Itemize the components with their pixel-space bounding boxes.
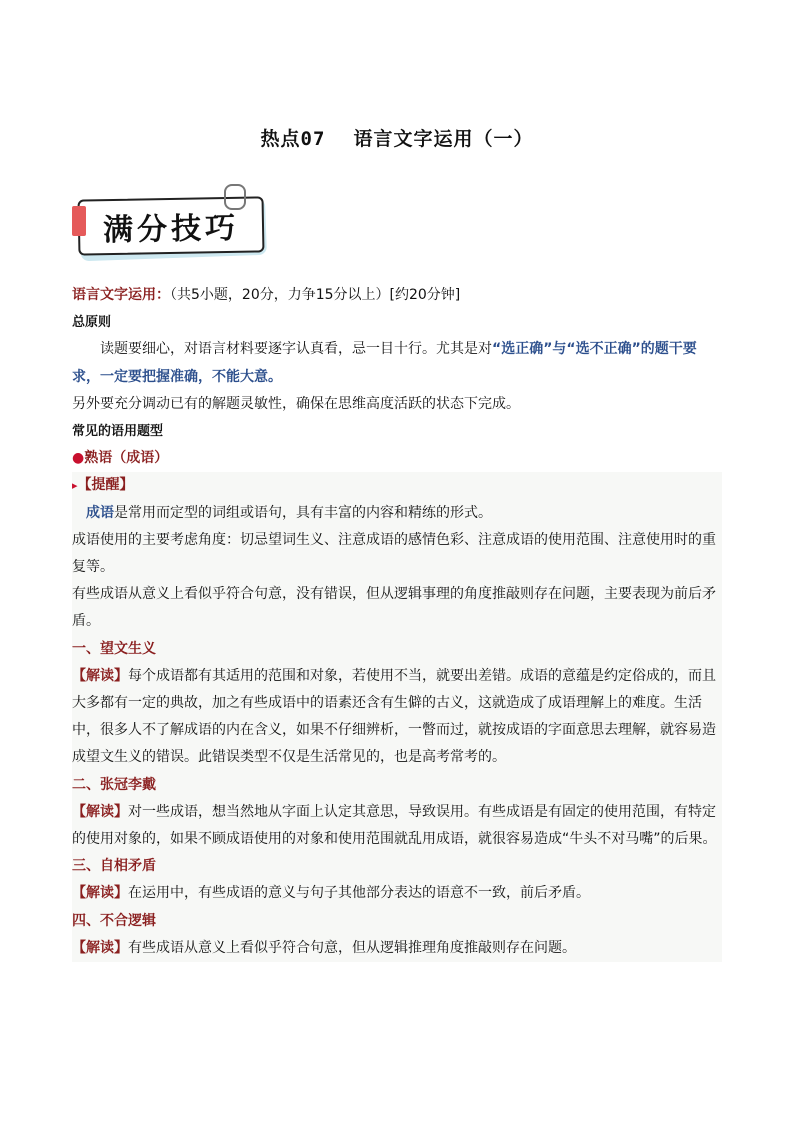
paperclip-icon (224, 184, 246, 210)
intro-line (72, 282, 722, 309)
page-title (0, 124, 794, 151)
idiom-logic: 有些成语从意义上看似乎符合句意，没有错误，但从逻辑事理的角度推敲则存在问题，主要表现为前后矛盾。 (72, 586, 716, 630)
section-body-4 (72, 935, 722, 962)
idiom-section (72, 472, 722, 962)
idiom-definition (72, 500, 722, 527)
section-prefix: 二、 (72, 776, 100, 793)
bullet-dot-icon: ● (72, 450, 85, 467)
idiom-heading (72, 445, 722, 472)
definition-text: 是常用而定型的词组或语句，具有丰富的内容和精练的形式。 (114, 504, 492, 521)
badge-flag-icon (72, 206, 86, 236)
section-label: 【解读】 (72, 803, 128, 820)
section-title: 张冠李戴 (100, 776, 156, 793)
intro-detail: （共5小题，20分，力争15分以上）[约20分钟] (170, 287, 461, 303)
section-heading-4 (72, 908, 722, 935)
principle-emphasis: “选正确”与“选不正确”的题干要求，一定要把握准确，不能大意。 (72, 341, 697, 385)
section-heading-1 (72, 636, 722, 663)
section-heading-2 (72, 772, 722, 799)
principle-paragraph-1 (72, 336, 722, 390)
tip-label: 【提醒】 (77, 477, 134, 494)
idiom-heading-text: 熟语（成语） (84, 450, 169, 467)
types-heading: 常见的语用题型 (72, 424, 164, 440)
section-label: 【解读】 (72, 885, 128, 902)
section-body-3 (72, 880, 722, 907)
section-text: 每个成语都有其适用的范围和对象，若使用不当，就要出差错。成语的意蕴是约定俗成的，而且大多都有一定的典故，加之有些成语中的语素还含有生僻的古义，这就造成了成语理解上的难度。生活中，很多人不了解成语的内在含义，如果不仔细辨析，一瞥而过，就按成语的字面意思去理解，就容易造成望文生义的错误。此错误类型不仅是生活常见的，也是高考常考的。 (72, 667, 716, 766)
badge-label: 满分技巧 (102, 210, 240, 249)
section-text: 对一些成语，想当然地从字面上认定其意思，导致误用。有些成语是有固定的使用范围，有特定的使用对象的，如果不顾成语使用的对象和使用范围就乱用成语，就很容易造成“牛头不对马嘴”的后果。 (72, 803, 717, 848)
tip-line (72, 472, 722, 499)
section-prefix: 三、 (72, 858, 100, 875)
section-body-1 (72, 663, 722, 772)
section-label: 【解读】 (72, 667, 128, 684)
section-text: 在运用中，有些成语的意义与句子其他部分表达的语意不一致，前后矛盾。 (128, 885, 590, 902)
section-prefix: 四、 (72, 912, 100, 929)
idiom-considerations: 成语使用的主要考虑角度：切忌望词生义、注意成语的感情色彩、注意成语的使用范围、注意使用时的重复等。 (72, 531, 716, 576)
intro-label: 语言文字运用： (72, 287, 170, 303)
section-body-2 (72, 799, 722, 853)
principle-heading: 总原则 (72, 315, 112, 331)
section-text: 有些成语从意义上看似乎符合句意，但从逻辑推理角度推敲则存在问题。 (128, 939, 576, 956)
section-prefix: 一、 (72, 640, 100, 657)
section-title: 不合逻辑 (100, 912, 156, 929)
section-heading-3 (72, 853, 722, 880)
title-number: 热点07 (260, 128, 326, 150)
title-text: 语言文字运用（一） (353, 128, 534, 150)
definition-term: 成语 (86, 504, 114, 521)
section-label: 【解读】 (72, 939, 128, 956)
document-body (72, 282, 722, 962)
section-title: 自相矛盾 (100, 858, 156, 875)
section-title: 望文生义 (100, 640, 156, 657)
principle-paragraph-2: 另外要充分调动已有的解题灵敏性，确保在思维高度活跃的状态下完成。 (72, 395, 520, 412)
principle-text: 读题要细心，对语言材料要逐字认真看，忌一目十行。尤其是对 (100, 341, 492, 358)
skills-badge (74, 192, 270, 264)
triangle-marker-icon: ▸ (72, 479, 78, 493)
